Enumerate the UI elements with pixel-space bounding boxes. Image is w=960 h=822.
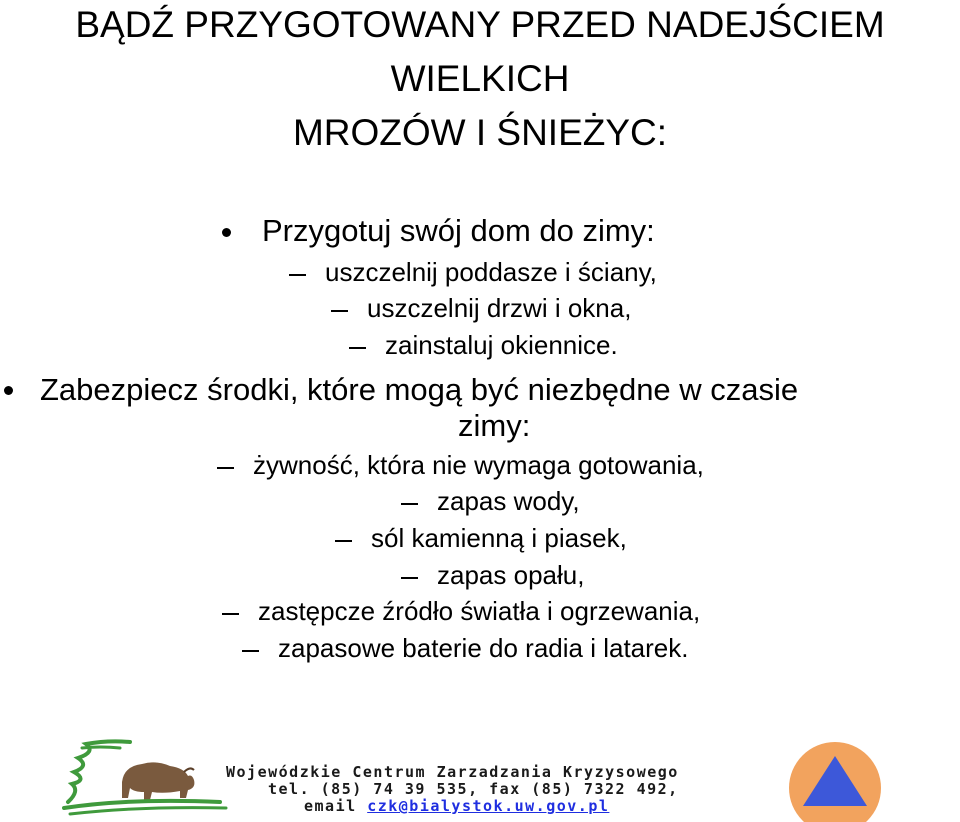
- dash: [401, 503, 418, 505]
- dash: [331, 310, 348, 312]
- dash: [217, 467, 234, 469]
- dash: [222, 613, 239, 615]
- section1-heading: Przygotuj swój dom do zimy:: [262, 213, 655, 248]
- section1-item: uszczelnij drzwi i okna,: [367, 293, 632, 323]
- section2-heading-line-2: zimy:: [458, 408, 531, 443]
- page-title-line-1: BĄDŹ PRZYGOTOWANY PRZED NADEJŚCIEM: [75, 4, 885, 45]
- dash: [289, 274, 306, 276]
- section1-item: zainstaluj okiennice.: [385, 330, 618, 360]
- footer-email-link[interactable]: czk@bialystok.uw.gov.pl: [367, 797, 610, 815]
- footer-email-row: [304, 798, 609, 815]
- page-title-line-3: MROZÓW I ŚNIEŻYC:: [292, 112, 668, 153]
- section2-heading-line-1: Zabezpiecz środki, które mogą być niezbędne w czasie: [40, 372, 799, 407]
- dash: [401, 577, 418, 579]
- dash: [349, 347, 366, 349]
- civil-defence-triangle-icon: [787, 740, 883, 822]
- bison-logo-icon: [60, 736, 230, 816]
- section2-item: sól kamienną i piasek,: [371, 523, 627, 553]
- section2-item: zapas wody,: [437, 486, 580, 516]
- page-title-line-2: WIELKICH: [390, 58, 570, 99]
- dash: [242, 650, 259, 652]
- bullet-dot: [4, 386, 13, 395]
- section2-item: zastępcze źródło światła i ogrzewania,: [258, 596, 701, 626]
- dash: [335, 540, 352, 542]
- footer-org-name: Wojewódzkie Centrum Zarzadzania Kryzysowego: [226, 763, 679, 781]
- footer-phone: tel. (85) 74 39 535, fax (85) 7322 492,: [268, 780, 679, 798]
- bullet-dot: [222, 228, 231, 237]
- section2-item: żywność, która nie wymaga gotowania,: [253, 450, 704, 480]
- footer-email-label: email: [304, 797, 357, 815]
- section1-item: uszczelnij poddasze i ściany,: [325, 257, 657, 287]
- section2-item: zapas opału,: [437, 560, 585, 590]
- section2-item: zapasowe baterie do radia i latarek.: [278, 633, 689, 663]
